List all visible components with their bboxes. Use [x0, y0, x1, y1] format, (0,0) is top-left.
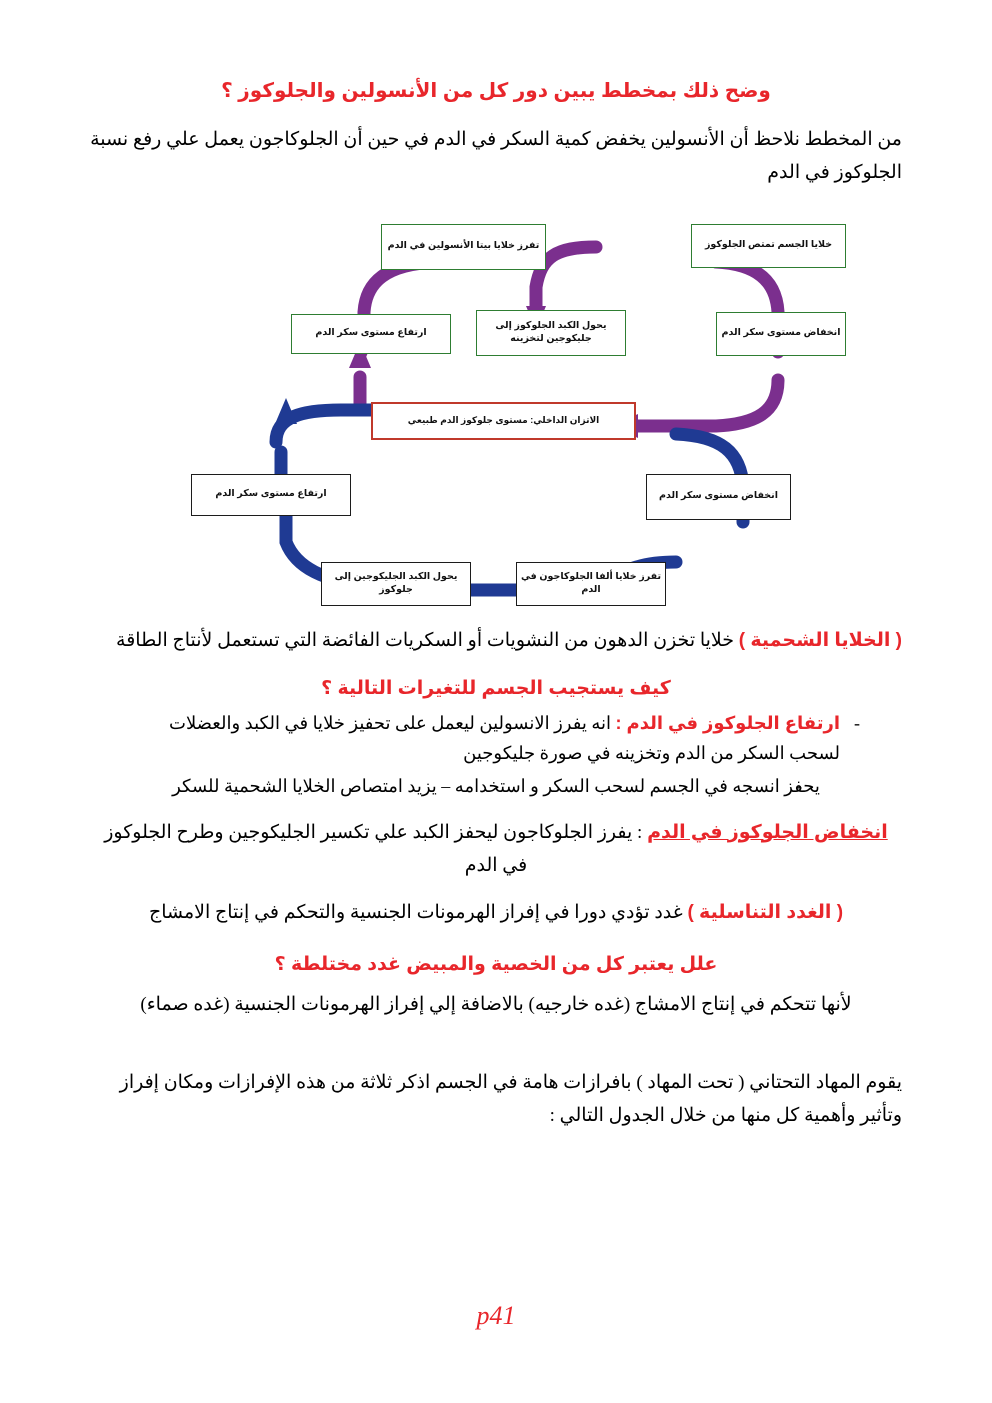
diagram-box-low-blood-sugar: انخفاض مستوى سكر الدم [646, 474, 791, 520]
low-glucose-label: انخفاض الجلوكوز في الدم [647, 821, 888, 843]
diagram-box-low-blood-sugar-right: انخفاض مستوى سكر الدم [716, 312, 846, 356]
question-1-answer: من المخطط نلاحظ أن الأنسولين يخفض كمية السكر في الدم في حين أن الجلوكاجون يعمل علي رفع نسبة الجلوكوز في الدم [90, 129, 902, 184]
diagram-box-homeostasis: الاتزان الداخلي: مستوى جلوكوز الدم طبيعي [371, 402, 636, 440]
low-glucose-paragraph [90, 816, 902, 883]
gonads-paragraph [90, 896, 902, 929]
fat-cells-label: ( الخلايا الشحمية ) [738, 629, 902, 651]
question-3-answer: لأنها تتحكم في إنتاج الامشاج (غده خارجيه) بالاضافة إلي إفراز الهرمونات الجنسية (غده صماء) [140, 994, 852, 1016]
list-item [130, 771, 862, 802]
question-3-heading: علل يعتبر كل من الخصية والمبيض غدد مختلطة ؟ [274, 954, 718, 976]
diagram-box-high-blood-sugar-left: ارتفاع مستوى سكر الدم [191, 474, 351, 516]
responses-list [130, 708, 862, 802]
fat-cells-text: خلايا تخزن الدهون من النشويات أو السكريات الفائضة التي تستعمل لأنتاج الطاقة [116, 629, 735, 651]
low-glucose-text: : يفرز الجلوكاجون ليحفز الكبد علي تكسير الجليكوجين وطرح الجلوكوز في الدم [104, 821, 643, 876]
gonads-label: ( الغدد التناسلية ) [687, 902, 844, 924]
list-item [130, 708, 862, 769]
high-glucose-text: انه يفرز الانسولين ليعمل على تحفيز خلايا في الكبد والعضلات لسحب السكر من الدم وتخزينه في صورة جليكوجين [169, 712, 840, 764]
diagram-box-insulin-secretion: تفرز خلايا بيتا الأنسولين في الدم [381, 224, 546, 270]
gonads-text: غدد تؤدي دورا في إفراز الهرمونات الجنسية والتحكم في إنتاج الامشاج [148, 902, 683, 924]
question-2-heading: كيف يستجيب الجسم للتغيرات التالية ؟ [321, 677, 671, 699]
question-1-heading: وضح ذلك بمخطط يبين دور كل من الأنسولين والجلوكوز ؟ [221, 80, 771, 102]
diagram-box-glucagon-secretion: تفرز خلايا ألفا الجلوكاجون في الدم [516, 562, 666, 606]
page-number: p41 [476, 1301, 516, 1330]
diagram-box-liver-converts: يحول الكبد الجليكوجين إلى جلوكوز [321, 562, 471, 606]
diagram-box-liver-stores: يحول الكبد الجلوكوز إلى جليكوجين لتخزينه [476, 310, 626, 356]
fat-cells-definition [90, 624, 902, 657]
diagram-box-body-cells-absorb: خلايا الجسم تمتص الجلوكوز [691, 224, 846, 268]
tissue-uptake-text: يحفز انسجه في الجسم لسحب السكر و استخدامه – يزيد امتصاص الخلايا الشحمية للسكر [172, 775, 820, 796]
closing-paragraph: يقوم المهاد التحتاني ( تحت المهاد ) بافرازات هامة في الجسم اذكر ثلاثة من هذه الإفرازات ومكان إفراز وتأثير وأهمية كل منها من خلال الجدول التالي : [119, 1071, 902, 1126]
glucose-regulation-diagram [116, 202, 876, 602]
high-glucose-label: ارتفاع الجلوكوز في الدم : [615, 712, 840, 733]
diagram-box-high-blood-sugar: ارتفاع مستوى سكر الدم [291, 314, 451, 354]
